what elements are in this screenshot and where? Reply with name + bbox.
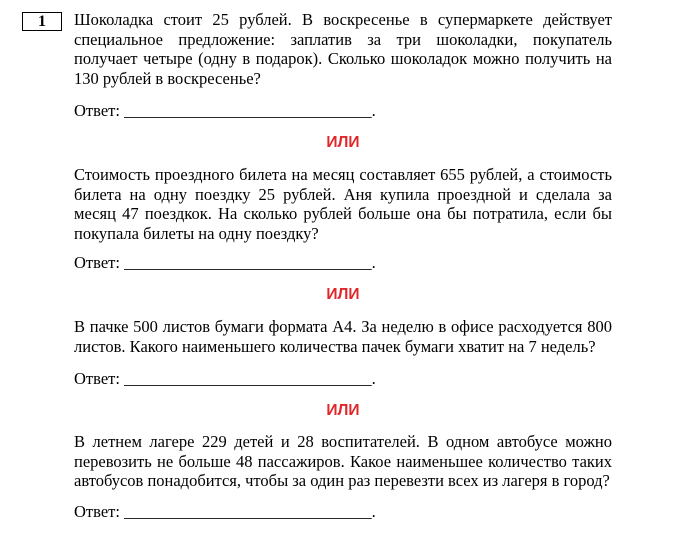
separator-2: ИЛИ: [326, 286, 360, 303]
task-text-3: В пачке 500 листов бумаги формата А4. За неделю в офисе расходуется 800 листов. Какого наименьшего количества пачек бумаги хватит на 7 недель?: [74, 317, 612, 356]
task-number-box: 1: [22, 12, 62, 31]
answer-line-4: Ответ: ______________________________.: [74, 502, 376, 521]
task-text-1: Шоколадка стоит 25 рублей. В воскресенье в супермаркете действует специальное предложение: заплатив за три шоколадки, покупатель получает четыре (одну в подарок). Сколько шоколадок можно получить на 130 рублей в воскресенье?: [74, 10, 612, 88]
separator-1: ИЛИ: [326, 134, 360, 151]
answer-line-1: Ответ: ______________________________.: [74, 101, 376, 120]
answer-line-2: Ответ: ______________________________.: [74, 253, 376, 272]
separator-3: ИЛИ: [326, 402, 360, 419]
answer-line-3: Ответ: ______________________________.: [74, 369, 376, 388]
task-text-4: В летнем лагере 229 детей и 28 воспитателей. В одном автобусе можно перевозить не больше 48 пассажиров. Какое наименьшее количество таких автобусов понадобится, чтобы за один раз перевезти всех из лагеря в город?: [74, 432, 612, 490]
task-text-2: Стоимость проездного билета на месяц составляет 655 рублей, а стоимость билета на одну поездку 25 рублей. Аня купила проездной и сделала за месяц 47 поездкок. На сколько рублей больше она бы потратила, если бы покупала билеты на одну поездку?: [74, 165, 612, 243]
